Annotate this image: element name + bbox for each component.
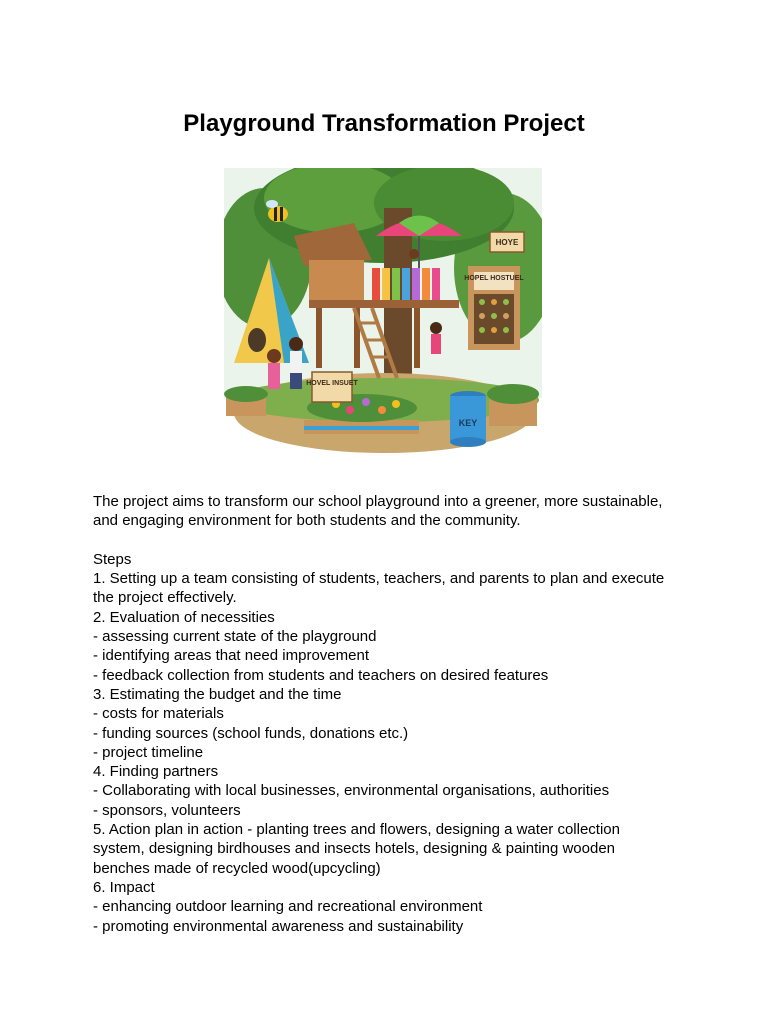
text-line: - funding sources (school funds, donations etc.) (93, 724, 409, 742)
text-line: 4. Finding partners (93, 763, 219, 781)
page-title: Playground Transformation Project (183, 110, 585, 137)
text-line: 3. Estimating the budget and the time (93, 685, 342, 703)
top-sign-text: HOYE (495, 238, 519, 247)
paragraph-gap (93, 531, 673, 550)
insect-hotel-board (464, 266, 524, 350)
text-line: - assessing current state of the playground (93, 628, 377, 646)
body-text (93, 492, 673, 936)
text-line: 5. Action plan in action - planting trees and flowers, designing a water collection system, designing birdhouses and insects hotels, designing & painting wooden benches made of recycled wood(upcycling) (93, 821, 620, 877)
text-line: 6. Impact (93, 878, 155, 896)
text-line: - project timeline (93, 743, 204, 761)
text-line: Steps (93, 550, 132, 568)
text-line: - promoting environmental awareness and sustainability (93, 917, 464, 935)
text-line: - costs for materials (93, 705, 224, 723)
playground-illustration (224, 168, 542, 472)
water-barrel (450, 391, 486, 447)
barrel-text: KEY (458, 418, 478, 428)
intro-paragraph: The project aims to transform our school playground into a greener, more sustainable, and engaging environment for both students and the community. (93, 493, 663, 530)
text-line: - identifying areas that need improvement (93, 647, 369, 665)
text-line: 2. Evaluation of necessities (93, 608, 275, 626)
text-line: - sponsors, volunteers (93, 801, 241, 819)
board-sign-text: HOPEL HOSTUEL (464, 275, 524, 282)
text-line: 1. Setting up a team consisting of students, teachers, and parents to plan and execute the project effectively. (93, 570, 665, 607)
text-line: - Collaborating with local businesses, environmental organisations, authorities (93, 782, 610, 800)
front-sign-text: HOVEL INSUET (306, 380, 358, 387)
text-line: - enhancing outdoor learning and recreational environment (93, 898, 483, 916)
text-line: - feedback collection from students and teachers on desired features (93, 666, 549, 684)
bee-icon (268, 206, 288, 222)
